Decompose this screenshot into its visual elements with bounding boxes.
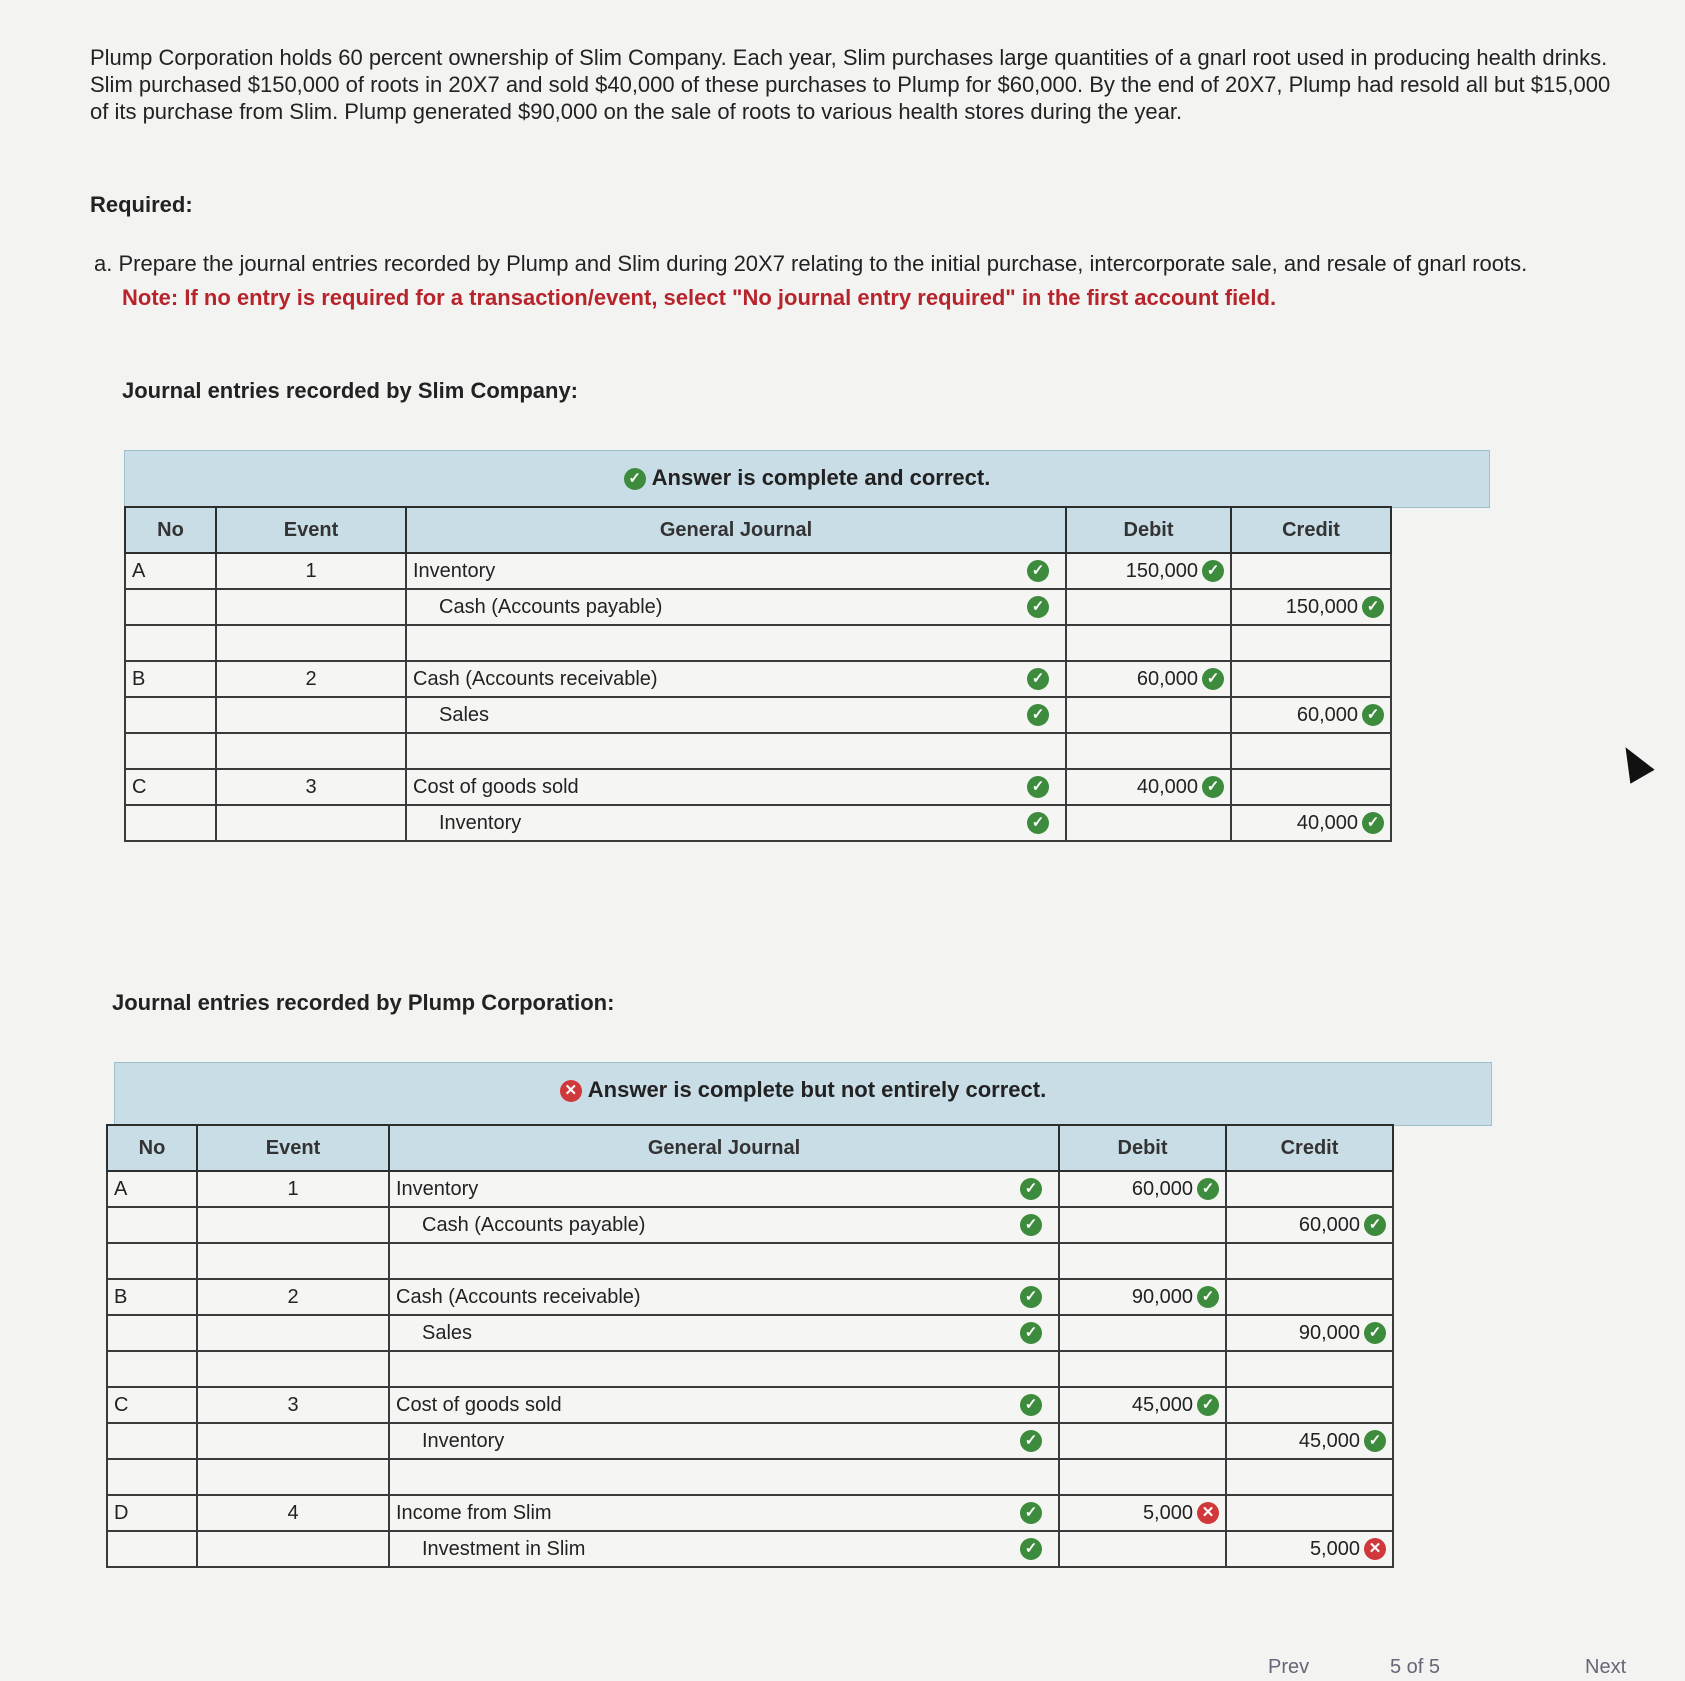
empty-cell xyxy=(1226,1243,1393,1279)
entry-no xyxy=(107,1531,197,1567)
empty-cell xyxy=(389,1459,1059,1495)
account-name: Inventory xyxy=(439,811,522,834)
check-circle-icon: ✓ xyxy=(1020,1430,1042,1452)
empty-cell xyxy=(107,1243,197,1279)
empty-cell xyxy=(406,733,1066,769)
empty-cell xyxy=(1066,733,1231,769)
debit-value: 40,000 xyxy=(1136,775,1198,798)
journal-row xyxy=(107,1531,1393,1567)
col-header-credit: Credit xyxy=(1231,507,1391,553)
prev-button[interactable]: Prev xyxy=(1268,1656,1310,1678)
event-number: 2 xyxy=(197,1279,389,1315)
debit-amount-input[interactable] xyxy=(1066,805,1231,841)
account-name: Cost of goods sold xyxy=(396,1393,562,1416)
account-select[interactable] xyxy=(389,1207,1059,1243)
spacer-row xyxy=(107,1243,1393,1279)
entry-no xyxy=(107,1315,197,1351)
empty-cell xyxy=(197,1351,389,1387)
debit-value: 60,000 xyxy=(1136,667,1198,690)
entry-no xyxy=(125,805,216,841)
debit-value: 45,000 xyxy=(1131,1393,1193,1416)
next-button[interactable]: Next xyxy=(1585,1656,1627,1678)
debit-amount-input[interactable] xyxy=(1059,1495,1226,1531)
account-select[interactable] xyxy=(389,1423,1059,1459)
empty-cell xyxy=(197,1243,389,1279)
empty-cell xyxy=(1226,1351,1393,1387)
entry-no: B xyxy=(107,1279,197,1315)
empty-cell xyxy=(406,625,1066,661)
debit-amount-input[interactable] xyxy=(1066,697,1231,733)
empty-cell xyxy=(1231,733,1391,769)
empty-cell xyxy=(1059,1351,1226,1387)
journal-row xyxy=(125,805,1391,841)
event-number: 2 xyxy=(216,661,406,697)
empty-cell xyxy=(389,1243,1059,1279)
account-name: Cash (Accounts receivable) xyxy=(396,1285,641,1308)
entry-no: B xyxy=(125,661,216,697)
check-circle-icon: ✓ xyxy=(1197,1178,1219,1200)
slim-journal-table xyxy=(124,506,1392,842)
empty-cell xyxy=(197,1459,389,1495)
entry-no: C xyxy=(125,769,216,805)
check-circle-icon: ✓ xyxy=(1020,1214,1042,1236)
journal-row xyxy=(107,1495,1393,1531)
journal-row xyxy=(107,1315,1393,1351)
mouse-cursor-icon xyxy=(1613,740,1654,783)
debit-amount-input[interactable] xyxy=(1066,553,1231,589)
account-name: Sales xyxy=(439,703,490,726)
slim-banner-text: Answer is complete and correct. xyxy=(651,465,991,490)
col-header-debit: Debit xyxy=(1059,1125,1226,1171)
debit-amount-input[interactable] xyxy=(1059,1207,1226,1243)
credit-amount-input[interactable] xyxy=(1231,697,1391,733)
credit-amount-input[interactable] xyxy=(1226,1495,1393,1531)
event-number xyxy=(197,1315,389,1351)
empty-cell xyxy=(125,625,216,661)
check-circle-icon: ✓ xyxy=(1020,1178,1042,1200)
journal-row xyxy=(125,553,1391,589)
credit-amount-input[interactable] xyxy=(1226,1315,1393,1351)
plump-journal-table xyxy=(106,1124,1394,1568)
credit-amount-input[interactable] xyxy=(1231,661,1391,697)
debit-value: 5,000 xyxy=(1142,1501,1193,1524)
credit-amount-input[interactable] xyxy=(1226,1207,1393,1243)
credit-value: 90,000 xyxy=(1298,1321,1360,1344)
debit-amount-input[interactable] xyxy=(1059,1279,1226,1315)
debit-value: 90,000 xyxy=(1131,1285,1193,1308)
account-select[interactable] xyxy=(406,769,1066,805)
debit-amount-input[interactable] xyxy=(1059,1315,1226,1351)
account-select[interactable] xyxy=(406,697,1066,733)
account-select[interactable] xyxy=(406,805,1066,841)
entry-no: A xyxy=(107,1171,197,1207)
check-circle-icon: ✓ xyxy=(1027,812,1049,834)
account-select[interactable] xyxy=(389,1171,1059,1207)
entry-no: C xyxy=(107,1387,197,1423)
check-circle-icon: ✓ xyxy=(1364,1430,1386,1452)
account-select[interactable] xyxy=(389,1279,1059,1315)
event-number xyxy=(216,589,406,625)
debit-amount-input[interactable] xyxy=(1066,661,1231,697)
debit-value: 150,000 xyxy=(1125,559,1198,582)
x-circle-icon: ✕ xyxy=(560,1080,582,1102)
spacer-row xyxy=(107,1459,1393,1495)
check-circle-icon: ✓ xyxy=(624,468,646,490)
event-number: 3 xyxy=(197,1387,389,1423)
check-circle-icon: ✓ xyxy=(1027,704,1049,726)
plump-section-title: Journal entries recorded by Plump Corporation: xyxy=(112,990,615,1015)
journal-row xyxy=(125,589,1391,625)
slim-section-title: Journal entries recorded by Slim Company: xyxy=(122,378,579,403)
check-circle-icon: ✓ xyxy=(1020,1286,1042,1308)
check-circle-icon: ✓ xyxy=(1202,668,1224,690)
check-circle-icon: ✓ xyxy=(1027,668,1049,690)
check-circle-icon: ✓ xyxy=(1202,560,1224,582)
debit-amount-input[interactable] xyxy=(1066,769,1231,805)
account-name: Cash (Accounts payable) xyxy=(422,1213,646,1236)
check-circle-icon: ✓ xyxy=(1020,1538,1042,1560)
account-name: Cash (Accounts receivable) xyxy=(413,667,658,690)
account-name: Cost of goods sold xyxy=(413,775,579,798)
part-a-instructions xyxy=(94,250,1614,312)
account-select[interactable] xyxy=(406,553,1066,589)
credit-value: 150,000 xyxy=(1285,595,1358,618)
credit-amount-input[interactable] xyxy=(1231,805,1391,841)
check-circle-icon: ✓ xyxy=(1364,1214,1386,1236)
plump-result-banner xyxy=(114,1062,1492,1126)
credit-amount-input[interactable] xyxy=(1231,553,1391,589)
event-number: 3 xyxy=(216,769,406,805)
empty-cell xyxy=(125,733,216,769)
credit-value: 45,000 xyxy=(1298,1429,1360,1452)
check-circle-icon: ✓ xyxy=(1362,704,1384,726)
account-select[interactable] xyxy=(389,1495,1059,1531)
entry-no xyxy=(125,697,216,733)
event-number: 1 xyxy=(216,553,406,589)
part-a-text: a. Prepare the journal entries recorded by Plump and Slim during 20X7 relating to the initial purchase, intercorporate sale, and resale of gnarl roots. xyxy=(94,251,1528,276)
event-number xyxy=(197,1531,389,1567)
check-circle-icon: ✓ xyxy=(1027,596,1049,618)
entry-no xyxy=(107,1207,197,1243)
spacer-row xyxy=(107,1351,1393,1387)
credit-amount-input[interactable] xyxy=(1226,1387,1393,1423)
check-circle-icon: ✓ xyxy=(1020,1502,1042,1524)
entry-no xyxy=(125,589,216,625)
credit-amount-input[interactable] xyxy=(1226,1423,1393,1459)
journal-row xyxy=(107,1387,1393,1423)
empty-cell xyxy=(216,625,406,661)
event-number xyxy=(197,1207,389,1243)
spacer-row xyxy=(125,733,1391,769)
account-select[interactable] xyxy=(406,661,1066,697)
account-select[interactable] xyxy=(406,589,1066,625)
account-name: Inventory xyxy=(422,1429,505,1452)
col-header-no: No xyxy=(125,507,216,553)
check-circle-icon: ✓ xyxy=(1197,1394,1219,1416)
event-number: 4 xyxy=(197,1495,389,1531)
account-name: Income from Slim xyxy=(396,1501,552,1524)
col-header-debit: Debit xyxy=(1066,507,1231,553)
account-select[interactable] xyxy=(389,1387,1059,1423)
spacer-row xyxy=(125,625,1391,661)
check-circle-icon: ✓ xyxy=(1027,560,1049,582)
account-name: Investment in Slim xyxy=(422,1537,586,1560)
account-name: Inventory xyxy=(413,559,496,582)
journal-row xyxy=(125,769,1391,805)
empty-cell xyxy=(1066,625,1231,661)
journal-row xyxy=(125,697,1391,733)
col-header-credit: Credit xyxy=(1226,1125,1393,1171)
journal-row xyxy=(107,1423,1393,1459)
credit-amount-input[interactable] xyxy=(1226,1531,1393,1567)
debit-amount-input[interactable] xyxy=(1066,589,1231,625)
event-number: 1 xyxy=(197,1171,389,1207)
event-number xyxy=(216,805,406,841)
empty-cell xyxy=(107,1351,197,1387)
slim-result-banner xyxy=(124,450,1490,508)
page-indicator: 5 of 5 xyxy=(1390,1656,1441,1678)
col-header-event: Event xyxy=(197,1125,389,1171)
debit-amount-input[interactable] xyxy=(1059,1531,1226,1567)
debit-amount-input[interactable] xyxy=(1059,1171,1226,1207)
col-header-general-journal: General Journal xyxy=(389,1125,1059,1171)
credit-amount-input[interactable] xyxy=(1231,589,1391,625)
credit-amount-input[interactable] xyxy=(1226,1279,1393,1315)
problem-statement: Plump Corporation holds 60 percent ownership of Slim Company. Each year, Slim purchases large quantities of a gnarl root used in producing health drinks. Slim purchased $150,000 of roots in 20X7 and sold $40,000 of these purchases to Plump for $60,000. By the end of 20X7, Plump had resold all but $15,000 of its purchase from Slim. Plump generated $90,000 on the sale of roots to various health stores during the year. xyxy=(90,45,1611,124)
credit-value: 60,000 xyxy=(1298,1213,1360,1236)
event-number xyxy=(216,697,406,733)
col-header-general-journal: General Journal xyxy=(406,507,1066,553)
event-number xyxy=(197,1423,389,1459)
entry-no: D xyxy=(107,1495,197,1531)
entry-no xyxy=(107,1423,197,1459)
plump-banner-text: Answer is complete but not entirely correct. xyxy=(587,1077,1047,1102)
check-circle-icon: ✓ xyxy=(1197,1286,1219,1308)
check-circle-icon: ✓ xyxy=(1020,1322,1042,1344)
empty-cell xyxy=(1059,1243,1226,1279)
empty-cell xyxy=(1226,1459,1393,1495)
check-circle-icon: ✓ xyxy=(1020,1394,1042,1416)
debit-value: 60,000 xyxy=(1131,1177,1193,1200)
check-circle-icon: ✓ xyxy=(1362,812,1384,834)
check-circle-icon: ✓ xyxy=(1202,776,1224,798)
credit-value: 5,000 xyxy=(1309,1537,1360,1560)
x-circle-icon: ✕ xyxy=(1197,1502,1219,1524)
credit-amount-input[interactable] xyxy=(1231,769,1391,805)
empty-cell xyxy=(389,1351,1059,1387)
journal-row xyxy=(107,1207,1393,1243)
journal-row xyxy=(107,1279,1393,1315)
col-header-event: Event xyxy=(216,507,406,553)
debit-amount-input[interactable] xyxy=(1059,1423,1226,1459)
col-header-no: No xyxy=(107,1125,197,1171)
empty-cell xyxy=(1231,625,1391,661)
empty-cell xyxy=(107,1459,197,1495)
debit-amount-input[interactable] xyxy=(1059,1387,1226,1423)
account-select[interactable] xyxy=(389,1531,1059,1567)
required-label: Required: xyxy=(90,192,193,217)
account-name: Inventory xyxy=(396,1177,479,1200)
entry-no: A xyxy=(125,553,216,589)
part-a-note: Note: If no entry is required for a transaction/event, select "No journal entry required" in the first account field. xyxy=(122,285,1277,310)
x-circle-icon: ✕ xyxy=(1364,1538,1386,1560)
account-name: Sales xyxy=(422,1321,473,1344)
check-circle-icon: ✓ xyxy=(1027,776,1049,798)
account-name: Cash (Accounts payable) xyxy=(439,595,663,618)
empty-cell xyxy=(1059,1459,1226,1495)
credit-amount-input[interactable] xyxy=(1226,1171,1393,1207)
check-circle-icon: ✓ xyxy=(1364,1322,1386,1344)
empty-cell xyxy=(216,733,406,769)
credit-value: 60,000 xyxy=(1296,703,1358,726)
account-select[interactable] xyxy=(389,1315,1059,1351)
check-circle-icon: ✓ xyxy=(1362,596,1384,618)
journal-row xyxy=(125,661,1391,697)
credit-value: 40,000 xyxy=(1296,811,1358,834)
journal-row xyxy=(107,1171,1393,1207)
